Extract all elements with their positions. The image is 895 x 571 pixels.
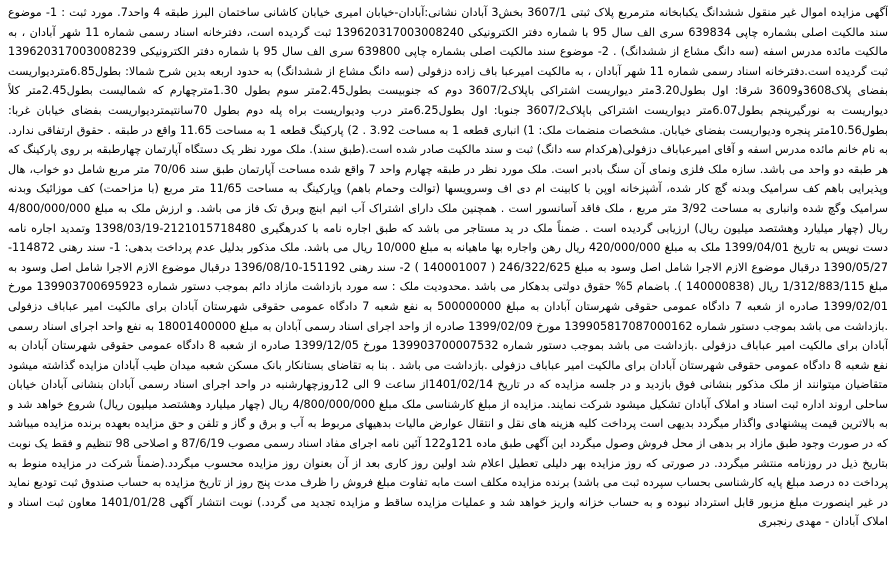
auction-notice-text: آگهی مزایده اموال غیر منقول ششدانگ یکبابخانه مترمربع پلاک ثبتی 3607/1 بخش3 آبادان نشانی:آبادان-خیابان امیری خیابان کاشانی ساختمان البرز طبقه 4 واحد7. مورد ثبت : 1- موضوع سند مالکیت اصلی بشماره چاپی 639834 سری الف سال 95 با شماره دفتر الکترونیکی 139620317003008240 ثبت گردیده است، دفترخانه اسناد رسمی شماره 11 شهر آبادان ، به مالکیت مائده مدرس اسفه (سه دانگ مشاع از ششدانگ) . 2- موضوع سند مالکیت اصلی بشماره چاپی 639800 سری الف سال 95 با شماره دفتر الکترونیکی 139620317003008239 ثبت گردیده است.دفترخانه اسناد رسمی شماره 11 شهر آبادان ، به مالکیت امیرعبا باف زاده دزفولی (سه دانگ مشاع از ششدانگ) به حدود اربعه بدین شرح شمالا: بطول6.85متردیواریست بفضای پلاک3608و3609 شرقا: اول بطول3.20متر دیواریست اشتراکی باپلاک3607/2 دوم که جنوبیست بطول2.45متر سوم بطول 1.30مترچهارم که شمالیست بطول2.45متر کلاً دیواریست به نورگیرپنجم بطول6.07متر دیواریست اشتراکی باپلاک3607/2 جنوبا: اول بطول6.25متر درب ودیواریست براه پله دوم بطول 70سانتیمتردیواریست بفضای خیابان غربا: بطول10.56متر پنجره ودیواریست بفضای خیابان. مشخصات منضمات ملک: 1) انباری قطعه 1 به مساحت 3.92 . 2) پارکینگ قطعه 1 به مساحت 11.65 واقع در طبقه . حقوق ارتفاقی ندارد. به نام خانم مائده مدرس اسفه و آقای امیرعباباف دزفولی(هرکدام سه دانگ) ثبت و سند مالکیت صادر شده است.(طبق سند). ملک مورد نظر یک دستگاه آپارتمان چهارطبقه بر روی پارکینگ که هر طبقه دو واحد می باشد. سازه ملک فلزی ونمای آن سنگ بادبر است. ملک مورد نظر در طبقه چهارم واحد 7 واقع شده مساحت آپارتمان طبق سند 70/06 متر مربع شامل دو خواب، هال وپذیرایی باهم کف سرامیک وبدنه گچ کار شده، آشپزخانه اوپن با کابینت ام دی اف وسرویسها (توالت وحمام باهم) وپارکینگ به مساحت 11/65 متر مربع (با مزاحمت) کف موزائیک وبدنه سرامیک وگچ شده وانباری به مساحت 3/92 متر مربع ، ملک فاقد آسانسور است . همچنین ملک دارای اشتراک آب انیم ابنچ وبرق تک فاز می باشد. و ارزش ملک به مبلغ 4/800/000/000 ریال (چهار میلیارد وهشتصد میلیون ریال) ارزیابی گردیده است . ضمناً ملک در ید مستاجر می باشد که طبق اجاره نامه با کدرهگیری 2121015718480-1398/03/19 وتمدید اجاره نامه دست نویس به تاریخ 1399/04/01 ملک به مبلغ 420/000/000 ریال رهن واجاره بها ماهیانه به مبلغ 10/000 ریال می باشد. ملک مذکور بدلیل عدم پرداخت بدهی: 1- سند رهنی 114872-1390/05/27 درقبال موضوع الازم الاجرا شامل اصل وسود به مبلغ 246/322/625 ( 140001007 ) 2- سند رهنی 151192-1396/08/10 درقبال موضوع الازم الاجرا شامل اصل وسود به مبلغ 1/312/883/115 ریال (140000838 ). باضمام 5% حقوق دولتی بدهکار می باشد .محدودیت ملک : سه مورد بازداشت مازاد دائم بموجب دستور شماره 139903700695923 مورخ 1399/02/01 صادره از شعبه 7 دادگاه عمومی حقوقی شهرستان آبادان به مبلغ 500000000 به نفع شعبه 7 دادگاه عمومی حقوقی شهرستان آبادان برای مالکیت امیر عباباف دزفولی .بازداشت می باشد بموجب دستور شماره 139905817087000162 مورخ 1399/02/09 صادره از واحد اجرای اسناد رسمی آبادان به مبلغ 18001400000 به نفع واحد اجرای اسناد رسمی آبادان برای مالکیت امیر عباباف دزفولی .بازداشت می باشد بموجب دستور شماره 139903700007532 مورخ 1399/12/05 صادره از شعبه 8 دادگاه عمومی حقوقی شهرستان آبادان به نفع شعبه 8 دادگاه عمومی حقوقی شهرستان آبادان برای مالکیت امیر عباباف دزفولی .بازداشت می باشد . بنا به تقاضای بستانکار بانک مسکن شعبه میدان طیب آبادان مزایده گذاشته میشود متقاضیان میتوانند از ملک مذکور بنشانی فوق بازدید و در جلسه مزایده که در تاریخ 1401/02/14از ساعت 9 الی 12روزچهارشنبه در واحد اجرای اسناد رسمی آبادان بنشانی آبادان خیابان ساحلی اروند اداره ثبت اسناد و املاک آبادان تشکیل میشود شرکت نمایند. مزایده از مبلغ کارشناسی ملک مبلغ 4/800/000/000 ریال (چهار میلیارد وهشتصد میلیون ریال) شروع خواهد شد و به بالاترین قیمت پیشنهادی واگذار میگردد بدیهی است پرداخت کلیه هزینه های نقل و انتقال عوارض مالیات بدهیهای مربوط به آب و برق و گاز و تلفن و حق مزایده بعهده برنده مزایده میباشد که در صورت وجود طبق مازاد بر بدهی از محل فروش وصول میگردد این آگهی طبق ماده 121و122 آئین نامه اجرای مفاد اسناد رسمی مصوب 87/6/19 و اصلاحی 98 تنظیم و فقط یک نوبت بتاریخ ذیل در روزنامه منتشر میگردد. در صورتی که روز مزایده بهر دلیلی تعطیل اعلام شد اولین روز کاری بعد از آن بعنوان روز مزایده محسوب میگردد.(ضمناً شرکت در مزایده منوط به پرداخت ده درصد مبلغ پایه کارشناسی بحساب سپرده ثبت می باشد) برنده مزایده مکلف است مابه تفاوت مبلغ فروش را ظرف مدت پنج روز از تاریخ مزایده به حساب صندوق ثبت تودیع نماید در غیر اینصورت مبلغ مزبور قابل استرداد نبوده و به حساب خزانه واریز خواهد شد و عملیات مزایده ساقط و مزایده تجدید می گردد.) نوبت انتشار آگهی 1401/01/28 معاون ثبت اسناد و املاک آبادان - مهدی رنجبری xyxy=(8,6,888,529)
auction-notice xyxy=(8,3,888,568)
